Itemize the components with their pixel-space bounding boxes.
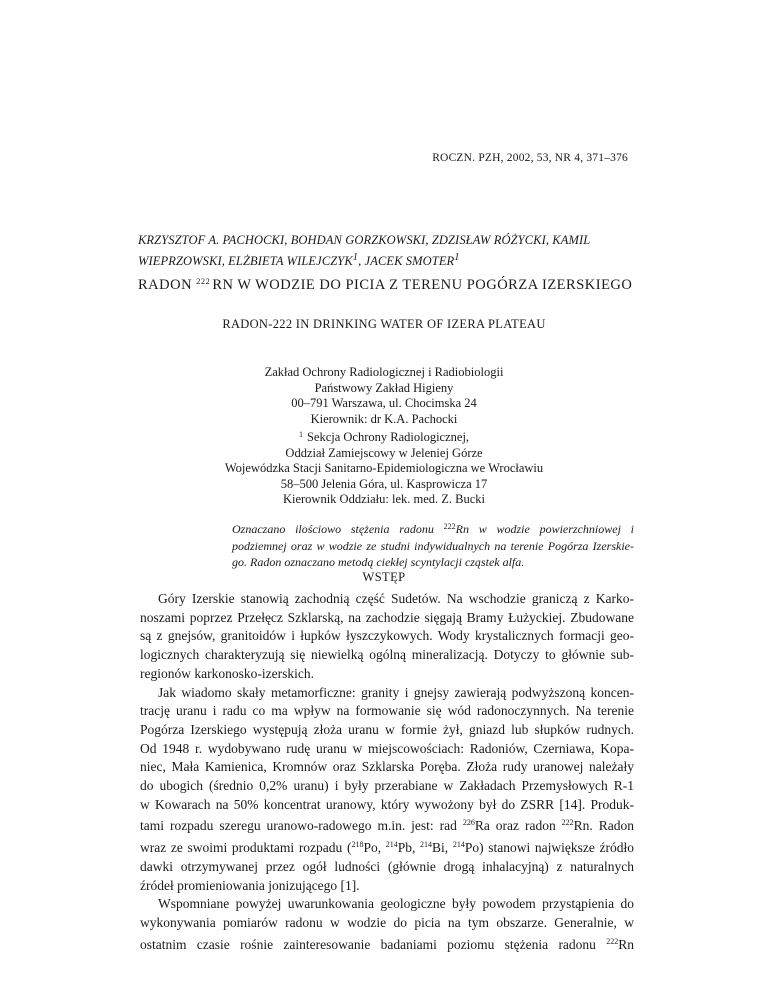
- body-line: regionów karkonosko-izerskich.: [140, 665, 314, 681]
- section-heading: WSTĘP: [362, 570, 406, 584]
- affiliation-line: Wojewódzka Stacji Sanitarno-Epidemiologiczna we Wrocławiu: [224, 461, 544, 475]
- footnote-mark: 1: [352, 252, 359, 263]
- body-line: w Kowarach na 50% koncentrat uranowy, który wywożony był do ZSRR [14]. Produk-: [140, 796, 634, 812]
- body-line: Góry Izerskie stanowią zachodnią część Sudetów. Na wschodzie graniczą z Karko-: [158, 591, 634, 606]
- affiliation-line: Państwowy Zakład Higieny: [314, 380, 454, 395]
- abstract-text: Rn w wodzie powierzchniowej i: [455, 522, 634, 536]
- body-line: noszami poprzez Przełęcz Szklarską, na zachodzie sięgają Bramy Łużyckiej. Zbudowane: [140, 609, 634, 625]
- article-title: [138, 276, 638, 294]
- affiliation-line: Kierownik: dr K.A. Pachocki: [310, 411, 458, 426]
- body-line: trację uranu i radu co ma wpływ na formowanie się wód radonoczynnych. Na terenie: [140, 703, 634, 719]
- body-line: dawki otrzymywanej przez ogół ludności (głównie drogą inhalacyjną) z naturalnych: [140, 858, 634, 874]
- body-line: Pogórza Izerskiego występują złoża uranu w formie żył, gniazd lub słupków rudnych.: [140, 721, 634, 737]
- abstract-line: podziemnej oraz w wodzie ze studni indywidualnych na terenie Pogórza Izerskie-: [232, 538, 634, 553]
- abstract: [232, 519, 634, 571]
- title-text: RN W WODZIE DO PICIA Z TERENU POGÓRZA IZERSKIEGO: [212, 277, 633, 293]
- body-text-run: Po) stanowi największe źródło: [464, 840, 635, 856]
- author-list: [138, 231, 638, 270]
- body-text-run: Rn. Radon: [573, 818, 634, 834]
- author-text: , JACEK SMOTER: [358, 254, 455, 269]
- body-line: logicznych charakteryzują się niewielką ogólną mineralizacją. Dotyczy to głównie sub-: [140, 647, 634, 663]
- body-text-run: tami rozpadu szeregu uranowo-radowego m.in. jest: rad: [140, 818, 463, 834]
- body-text-run: Pb,: [397, 840, 421, 856]
- body-line: Wspomniane powyżej uwarunkowania geologiczne były powodem przystąpienia do: [158, 896, 634, 912]
- body-text-run: Po,: [363, 840, 386, 856]
- abstract-line: go. Radon oznaczano metodą ciekłej scyntylacji cząstek alfa.: [232, 555, 525, 569]
- author-text: WIEPRZOWSKI, ELŻBIETA WILEJCZYK: [138, 254, 353, 269]
- body-line: [140, 814, 634, 836]
- affiliation-line: 58–500 Jelenia Góra, ul. Kasprowicza 17: [280, 476, 488, 491]
- isotope-superscript: 222: [443, 522, 456, 531]
- footnote-mark: 1: [298, 430, 303, 439]
- affiliation-line: Kierownik Oddziału: lek. med. Z. Bucki: [282, 492, 486, 506]
- body-line: wykonywania pomiarów radonu w wodzie do picia na tym obszarze. Generalnie, w: [140, 914, 634, 930]
- body-text-run: Ra oraz radon: [474, 818, 562, 834]
- body-text-run: ostatnim czasie rośnie zainteresowanie badaniami poziomu stężenia radonu: [140, 936, 607, 952]
- body-line: [140, 836, 634, 858]
- isotope-superscript: 214: [420, 840, 433, 850]
- abstract-text: Oznaczano ilościowo stężenia radonu: [232, 522, 444, 536]
- body-line: Od 1948 r. wydobywano rudę uranu w miejscowościach: Radoniów, Czerniawa, Kopa-: [140, 740, 634, 756]
- body-line: niec, Mała Kamienica, Kromnów oraz Szklarska Poręba. Złoża rudy uranowej należały: [140, 759, 634, 775]
- body-line: Jak wiadomo skały metamorficzne: granity i gnejsy zawierają podwyższoną koncen-: [158, 684, 634, 700]
- affiliation-line: Oddział Zamiejscowy w Jeleniej Górze: [285, 445, 483, 460]
- abstract-line: [232, 519, 634, 538]
- body-text: [140, 590, 634, 954]
- affiliation-text: Sekcja Ochrony Radiologicznej,: [306, 430, 470, 444]
- author-line: [138, 249, 638, 270]
- body-line: są z gnejsów, granitoidów i łupków łyszczykowych. Wody krystalicznych formacji geo-: [140, 628, 634, 644]
- running-head: ROCZN. PZH, 2002, 53, NR 4, 371–376: [432, 152, 628, 164]
- footnote-mark: 1: [454, 252, 460, 263]
- affiliation-block: [0, 365, 768, 508]
- body-line: do ubogich (średnio 0,2% uranu) i były przerabiane w Zakładach Przemysłowych R-1: [140, 778, 634, 794]
- isotope-superscript: 222: [196, 276, 211, 286]
- body-text-run: Rn: [618, 936, 634, 952]
- body-text-run: Bi,: [432, 840, 453, 856]
- affiliation-line: Zakład Ochrony Radiologicznej i Radiobiologii: [264, 365, 504, 379]
- body-line: [140, 933, 634, 955]
- body-line: źródeł promieniowania jonizującego [1].: [140, 877, 360, 893]
- article-title-english: RADON-222 IN DRINKING WATER OF IZERA PLATEAU: [222, 317, 546, 331]
- body-text-run: wraz ze swoimi produktami rozpadu (: [140, 840, 352, 856]
- author-line: KRZYSZTOF A. PACHOCKI, BOHDAN GORZKOWSKI, ZDZISŁAW RÓŻYCKI, KAMIL: [138, 233, 591, 247]
- title-text: RADON: [138, 277, 193, 293]
- isotope-superscript: 222: [561, 818, 574, 828]
- isotope-superscript: 214: [385, 840, 398, 850]
- isotope-superscript: 226: [462, 818, 475, 828]
- isotope-superscript: 222: [606, 936, 619, 946]
- affiliation-line: 00–791 Warszawa, ul. Chocimska 24: [291, 396, 477, 410]
- isotope-superscript: 218: [351, 840, 364, 850]
- affiliation-line: [0, 427, 768, 446]
- isotope-superscript: 214: [452, 840, 465, 850]
